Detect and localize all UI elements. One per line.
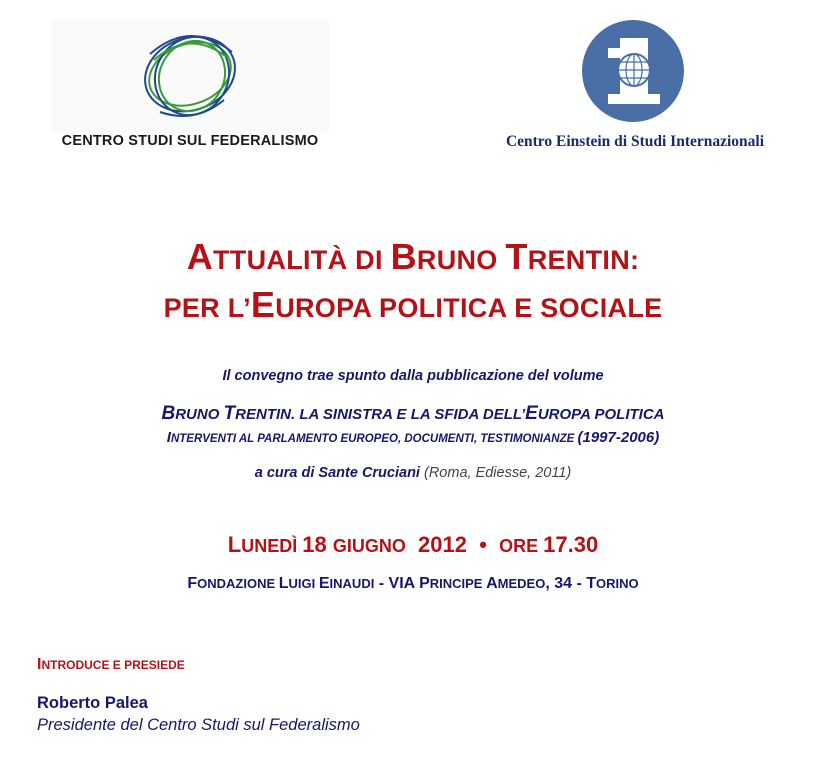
event-date-time xyxy=(0,532,826,558)
book-initial: E xyxy=(525,403,538,424)
title-text: TTUALITÀ DI xyxy=(213,245,391,275)
event-venue xyxy=(0,575,826,593)
title-text: RUNO xyxy=(416,245,506,275)
book-text: RUNO xyxy=(175,406,224,423)
book-text: UROPA POLITICA xyxy=(537,406,665,423)
venue-text: INAUDI xyxy=(329,576,375,591)
venue-text: , 34 - xyxy=(545,575,587,592)
book-text: NTERVENTI AL PARLAMENTO EUROPEO, DOCUMENTI, TESTIMONIANZE xyxy=(170,433,578,445)
centro-studi-logo xyxy=(52,20,330,132)
date-time: 17.30 xyxy=(543,532,599,557)
date-initial: L xyxy=(227,532,242,557)
venue-text: ONDAZIONE xyxy=(197,576,279,591)
title-text: UROPA POLITICA E SOCIALE xyxy=(275,293,663,323)
publisher-info: (Roma, Ediesse, 2011) xyxy=(424,465,572,481)
date-number: 18 xyxy=(302,532,333,557)
event-title-line-1 xyxy=(0,236,826,278)
title-initial: A xyxy=(186,236,214,277)
right-org-name: Centro Einstein di Studi Internazionali xyxy=(505,133,765,150)
venue-initial: L xyxy=(278,575,289,592)
einstein-center-logo xyxy=(580,18,690,124)
book-subtitle xyxy=(0,429,826,446)
date-year: 2012 • xyxy=(405,532,500,557)
intro-subtitle: Il convegno trae spunto dalla pubblicazione del volume xyxy=(222,368,604,384)
intro-initial: I xyxy=(37,656,42,673)
venue-initial: T xyxy=(586,575,597,592)
title-initial: T xyxy=(505,236,528,277)
venue-initial: P xyxy=(419,575,430,592)
left-org-name: CENTRO STUDI SUL FEDERALISMO xyxy=(61,133,319,149)
book-years: (1997-2006) xyxy=(577,429,660,446)
book-initial: T xyxy=(223,403,236,424)
intro-text: NTRODUCE E PRESIEDE xyxy=(41,658,185,672)
title-initial: B xyxy=(390,236,417,277)
venue-text: RINCIPE xyxy=(429,576,487,591)
title-text: RENTIN: xyxy=(527,245,640,275)
venue-text: ORINO xyxy=(596,576,639,591)
venue-initial: E xyxy=(318,575,330,592)
curator-line xyxy=(0,465,826,481)
date-text: GIUGNO xyxy=(332,536,406,556)
book-initial: I xyxy=(166,429,171,446)
venue-text: MEDEO xyxy=(497,576,546,591)
book-title xyxy=(0,403,826,425)
venue-text: - VIA xyxy=(374,575,420,592)
speaker-name: Roberto Palea xyxy=(37,694,148,712)
title-text: PER L’ xyxy=(163,293,251,323)
date-text: UNEDÌ xyxy=(241,536,303,556)
intro-label xyxy=(37,656,185,674)
speaker-role: Presidente del Centro Studi sul Federalismo xyxy=(37,716,360,734)
globe-swirl-icon xyxy=(140,24,240,128)
curator-name: a cura di Sante Cruciani xyxy=(254,465,420,481)
book-initial: B xyxy=(161,403,176,424)
venue-initial: F xyxy=(187,575,198,592)
venue-initial: A xyxy=(486,575,498,592)
venue-text: UIGI xyxy=(288,576,319,591)
book-text: RENTIN. LA SINISTRA E LA SFIDA DELL’ xyxy=(235,406,526,423)
event-title-line-2 xyxy=(0,284,826,326)
date-text: ORE xyxy=(499,536,544,556)
title-initial: E xyxy=(250,284,276,325)
